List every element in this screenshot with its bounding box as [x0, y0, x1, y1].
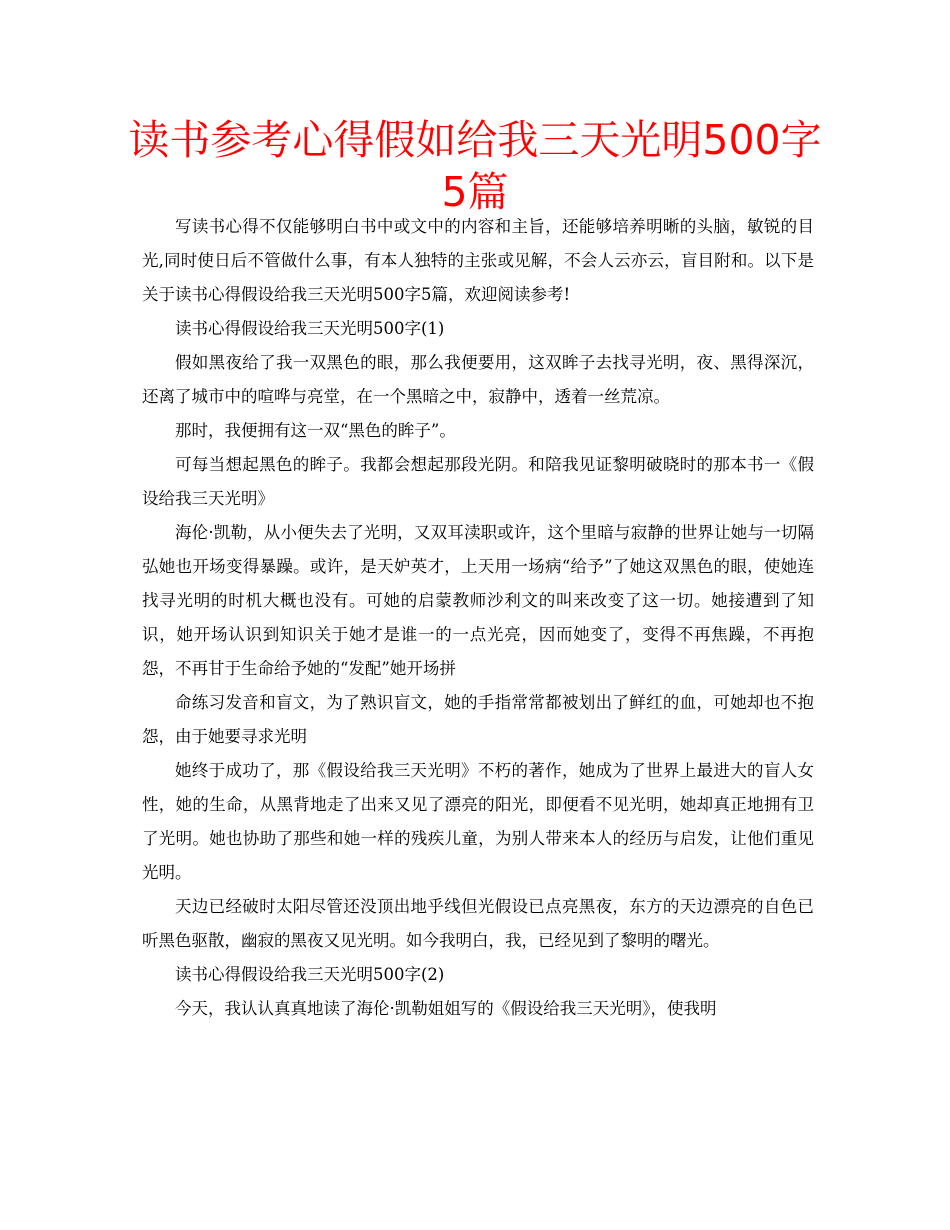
paragraph: 假如黑夜给了我一双黑色的眼，那么我便要用，这双眸子去找寻光明，夜、黑得深沉，还离了城市中的喧哗与亮堂，在一个黑暗之中，寂静中，透着一丝荒凉。: [142, 353, 814, 406]
paragraph: 今天，我认认真真地读了海伦·凯勒姐姐写的《假设给我三天光明》，使我明: [175, 999, 717, 1018]
section-heading-1: 读书心得假设给我三天光明500字(1): [175, 319, 445, 338]
document-title: 读书参考心得假如给我三天光明500字5篇: [128, 116, 822, 216]
paragraph: 海伦·凯勒，从小便失去了光明，又双耳渎职或许，这个里暗与寂静的世界让她与一切隔弘她也开场变得暴躁。或许，是天妒英才，上天用一场病“给予”了她这双黑色的眼，使她连找寻光明的时机大概也没有。可她的启蒙教师沙利文的叫来改变了这一切。她接遭到了知识，她开场认识到知识关于她才是谁一的一点光亮，因而她变了，变得不再焦躁，不再抱怨，不再甘于生命给予她的“发配”她开场拼: [142, 523, 814, 678]
section-heading-2: 读书心得假设给我三天光明500字(2): [175, 965, 445, 984]
paragraph: 天边已经破时太阳尽管还没顶出地乎线但光假设已点亮黑夜，东方的天边漂亮的自色已听黑色驱散，幽寂的黑夜又见光明。如今我明白，我，已经见到了黎明的曙光。: [142, 897, 814, 950]
paragraph: 她终于成功了，那《假设给我三天光明》不朽的著作，她成为了世界上最进大的盲人女性，她的生命，从黑背地走了出来又见了漂亮的阳光，即便看不见光明，她却真正地拥有卫了光明。她也协助了那些和她一样的残疾儿童，为别人带来本人的经历与启发，让他们重见光明。: [142, 761, 814, 882]
paragraph: 可每当想起黑色的眸子。我都会想起那段光阴。和陪我见证黎明破晓时的那本书一《假设给我三天光明》: [142, 455, 814, 508]
paragraph-intro: 写读书心得不仅能够明白书中或文中的内容和主旨，还能够培养明晰的头脑，敏锐的目光,同时使日后不管做什么事，有本人独特的主张或见解，不会人云亦云，盲目附和。以下是关于读书心得假设给我三天光明500字5篇，欢迎阅读参考!: [142, 217, 814, 304]
document-body: [142, 210, 814, 1026]
paragraph: 命练习发音和盲文，为了熟识盲文，她的手指常常都被划出了鲜红的血，可她却也不抱怨，由于她要寻求光明: [142, 693, 814, 746]
paragraph: 那时，我便拥有这一双“黑色的眸子”。: [175, 421, 456, 440]
